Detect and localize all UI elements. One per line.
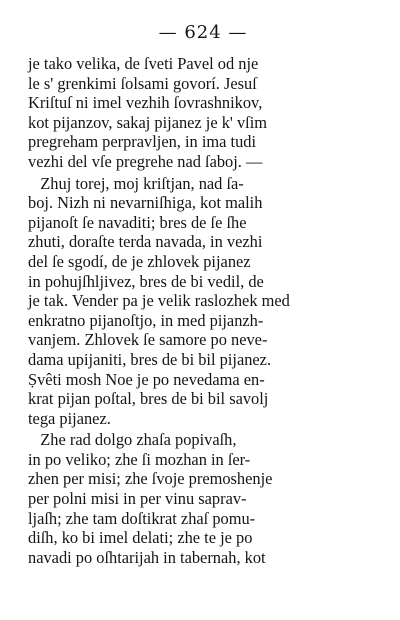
text-line: le s' grenkimi ſolsami govorí. Jesuſ xyxy=(28,73,257,93)
text-line: boj. Nizh ni nevarniſhiga, kot malih xyxy=(28,193,263,213)
text-line: pijanoſt ſe navaditi; bres de ſe ſhe xyxy=(28,212,247,232)
text-line: enkratno pijanoſtjo, in med pijanzh- xyxy=(28,310,264,330)
text-line: Zhe rad dolgo zhaſa popivaſh, xyxy=(28,430,237,450)
text-line: Ṣvêti mosh Noe je po nevedama en- xyxy=(28,369,265,389)
text-line: del ſe sgodí, de je zhlovek pijanez xyxy=(28,251,251,271)
text-line: ljaſh; zhe tam doſtikrat zhaſ pomu- xyxy=(28,508,256,528)
paragraph-1 xyxy=(28,54,378,172)
text-line: Zhuj torej, moj kriſtjan, nad ſa- xyxy=(28,173,244,193)
text-line: je tako velika, de ſveti Pavel od nje xyxy=(28,54,259,73)
text-line: dama upijaniti, bres de bi bil pijanez. xyxy=(28,349,272,369)
text-line: vanjem. Zhlovek ſe samore po neve- xyxy=(28,330,268,350)
text-line: navadi po oſhtarijah in tabernah, kot xyxy=(28,547,266,567)
text-line: je tak. Vender pa je velik raslozhek med xyxy=(28,291,290,311)
text-line: in po veliko; zhe ſi mozhan in ſer- xyxy=(28,449,251,469)
page-number: — 624 — xyxy=(158,22,248,43)
page-body xyxy=(28,54,378,567)
text-line: kot pijanzov, sakaj pijanez je k' vſim xyxy=(28,112,268,132)
text-line: pregreham perpravljen, in ima tudi xyxy=(28,132,257,152)
text-line: krat pijan poſtal, bres de bi bil savolj xyxy=(28,389,269,409)
text-line: zhen per misi; zhe ſvoje premoshenje xyxy=(28,469,273,489)
text-line: Kriſtuſ ni imel vezhih ſovrashnikov, xyxy=(28,93,263,113)
paragraph-2 xyxy=(28,174,378,429)
text-line: vezhi del vſe pregrehe nad ſaboj. — xyxy=(28,151,263,171)
text-line: zhuti, doraſte terda navada, in vezhi xyxy=(28,232,263,252)
paragraph-3 xyxy=(28,430,378,567)
text-line: tega pijanez. xyxy=(28,408,111,428)
text-line: in pohujſhljivez, bres de bi vedil, de xyxy=(28,271,264,291)
text-line: diſh, ko bi imel delati; zhe te je po xyxy=(28,528,253,548)
text-line: per polni misi in per vinu saprav- xyxy=(28,489,247,509)
